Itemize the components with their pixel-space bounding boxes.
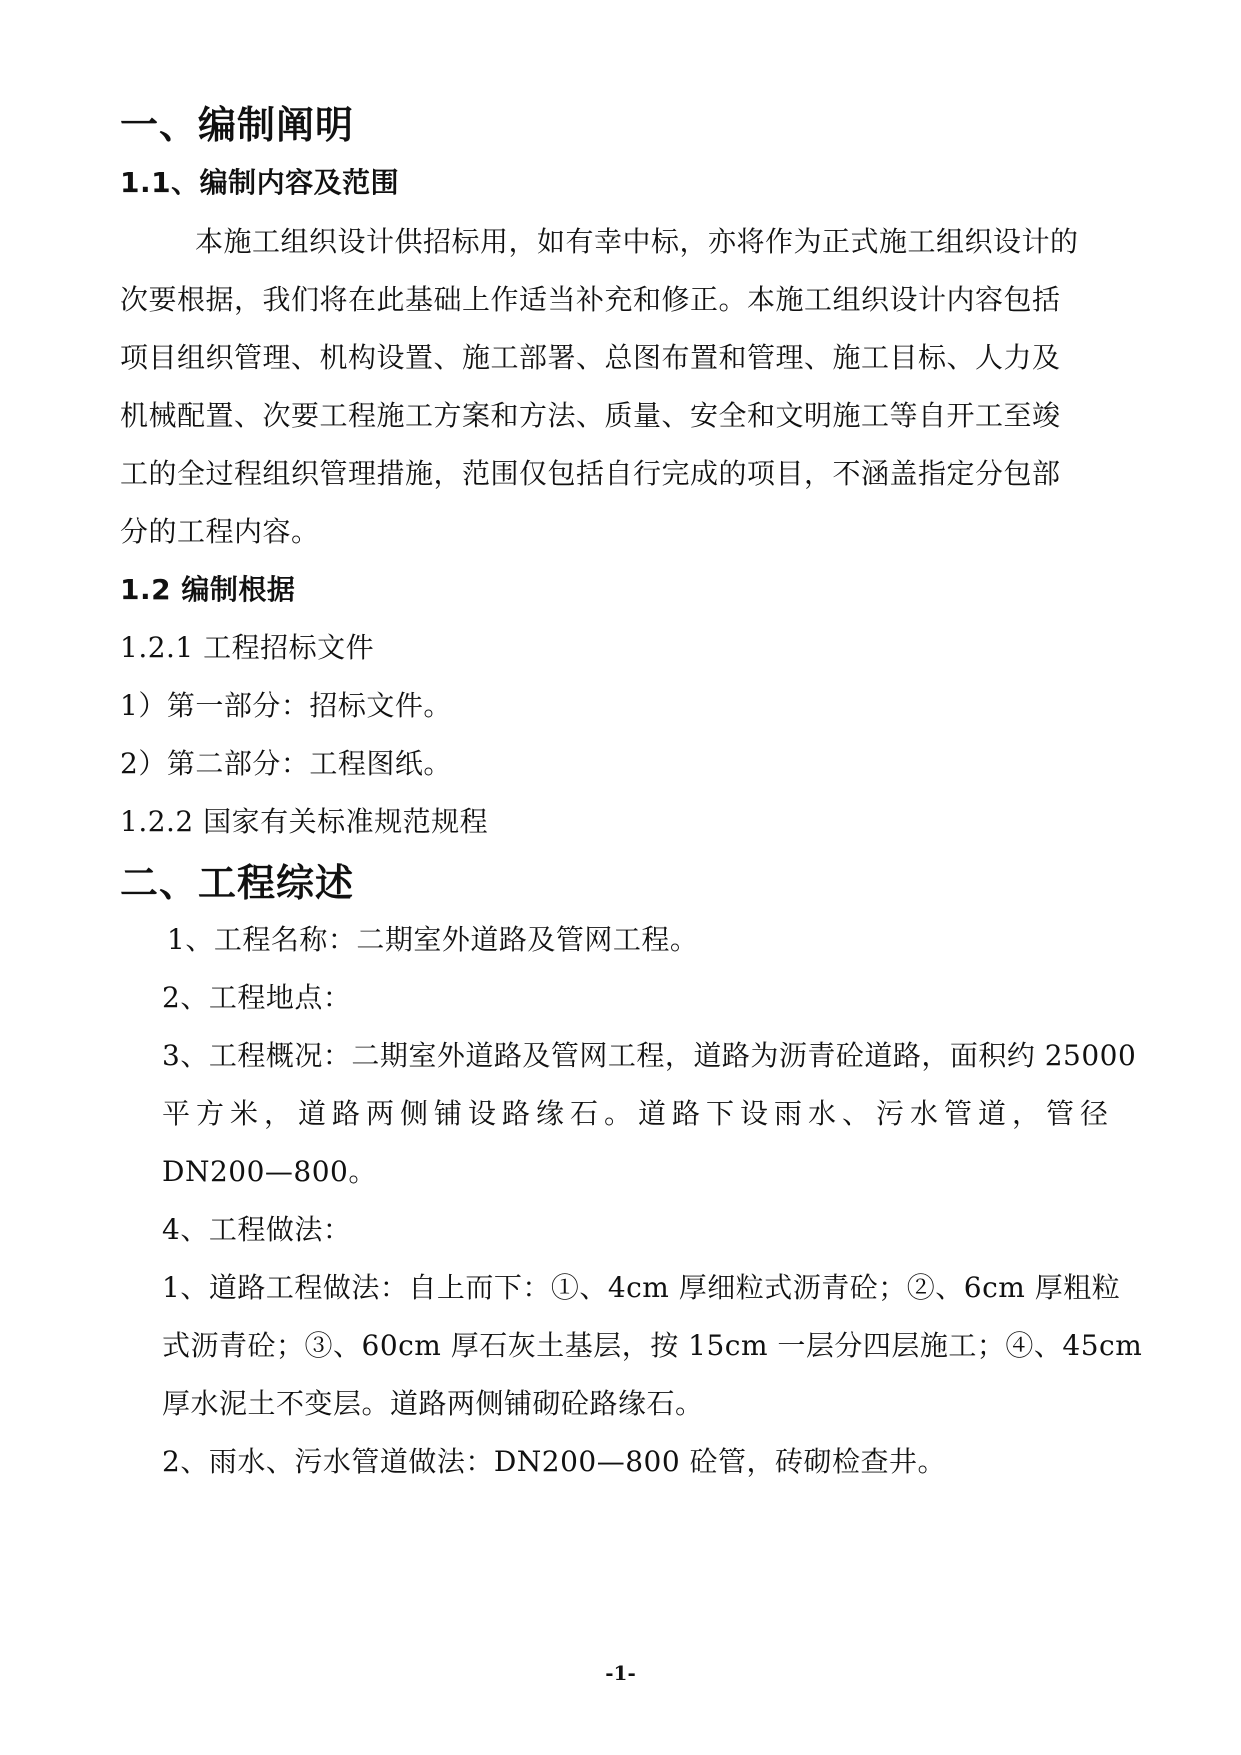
basis-item-4: 1.2.2 国家有关标准规范规程	[120, 805, 489, 838]
para-line-6: 分的工程内容。	[120, 515, 320, 548]
section2-title: 二、工程综述	[120, 861, 355, 905]
page-number: -1-	[605, 1661, 636, 1685]
para-line-5: 工的全过程组织管理措施，范围仅包括自行完成的项目，不涵盖指定分包部	[120, 457, 1061, 490]
section1-title: 一、编制阐明	[120, 103, 355, 147]
overview-line-9: 厚水泥土不变层。道路两侧铺砌砼路缘石。	[162, 1387, 704, 1420]
basis-item-3: 2）第二部分：工程图纸。	[120, 747, 452, 780]
overview-line-6: 4、工程做法：	[162, 1213, 352, 1246]
overview-line-1: 1、工程名称：二期室外道路及管网工程。	[167, 923, 699, 956]
overview-line-4: 平方米，道路两侧铺设路缘石。道路下设雨水、污水管道，管径	[162, 1097, 1115, 1130]
para-line-1: 本施工组织设计供招标用，如有幸中标，亦将作为正式施工组织设计的	[195, 225, 1079, 258]
overview-line-8: 式沥青砼；③、60cm 厚石灰土基层，按 15cm 一层分四层施工；④、45cm	[162, 1329, 1143, 1362]
para-line-4: 机械配置、次要工程施工方案和方法、质量、安全和文明施工等自开工至竣	[120, 399, 1061, 432]
basis-item-1: 1.2.1 工程招标文件	[120, 631, 375, 664]
overview-line-7: 1、道路工程做法：自上而下：①、4cm 厚细粒式沥青砼；②、6cm 厚粗粒	[162, 1271, 1121, 1304]
overview-line-2: 2、工程地点：	[162, 981, 352, 1014]
para-line-2: 次要根据，我们将在此基础上作适当补充和修正。本施工组织设计内容包括	[120, 283, 1061, 316]
section1-1-heading: 1.1、编制内容及范围	[120, 166, 400, 199]
section1-2-heading: 1.2 编制根据	[120, 573, 296, 606]
overview-line-5: DN200—800。	[162, 1155, 377, 1188]
basis-item-2: 1）第一部分：招标文件。	[120, 689, 452, 722]
para-line-3: 项目组织管理、机构设置、施工部署、总图布置和管理、施工目标、人力及	[120, 341, 1061, 374]
overview-line-3: 3、工程概况：二期室外道路及管网工程，道路为沥青砼道路，面积约 25000	[162, 1039, 1137, 1072]
overview-line-10: 2、雨水、污水管道做法：DN200—800 砼管，砖砌检查井。	[162, 1445, 947, 1478]
